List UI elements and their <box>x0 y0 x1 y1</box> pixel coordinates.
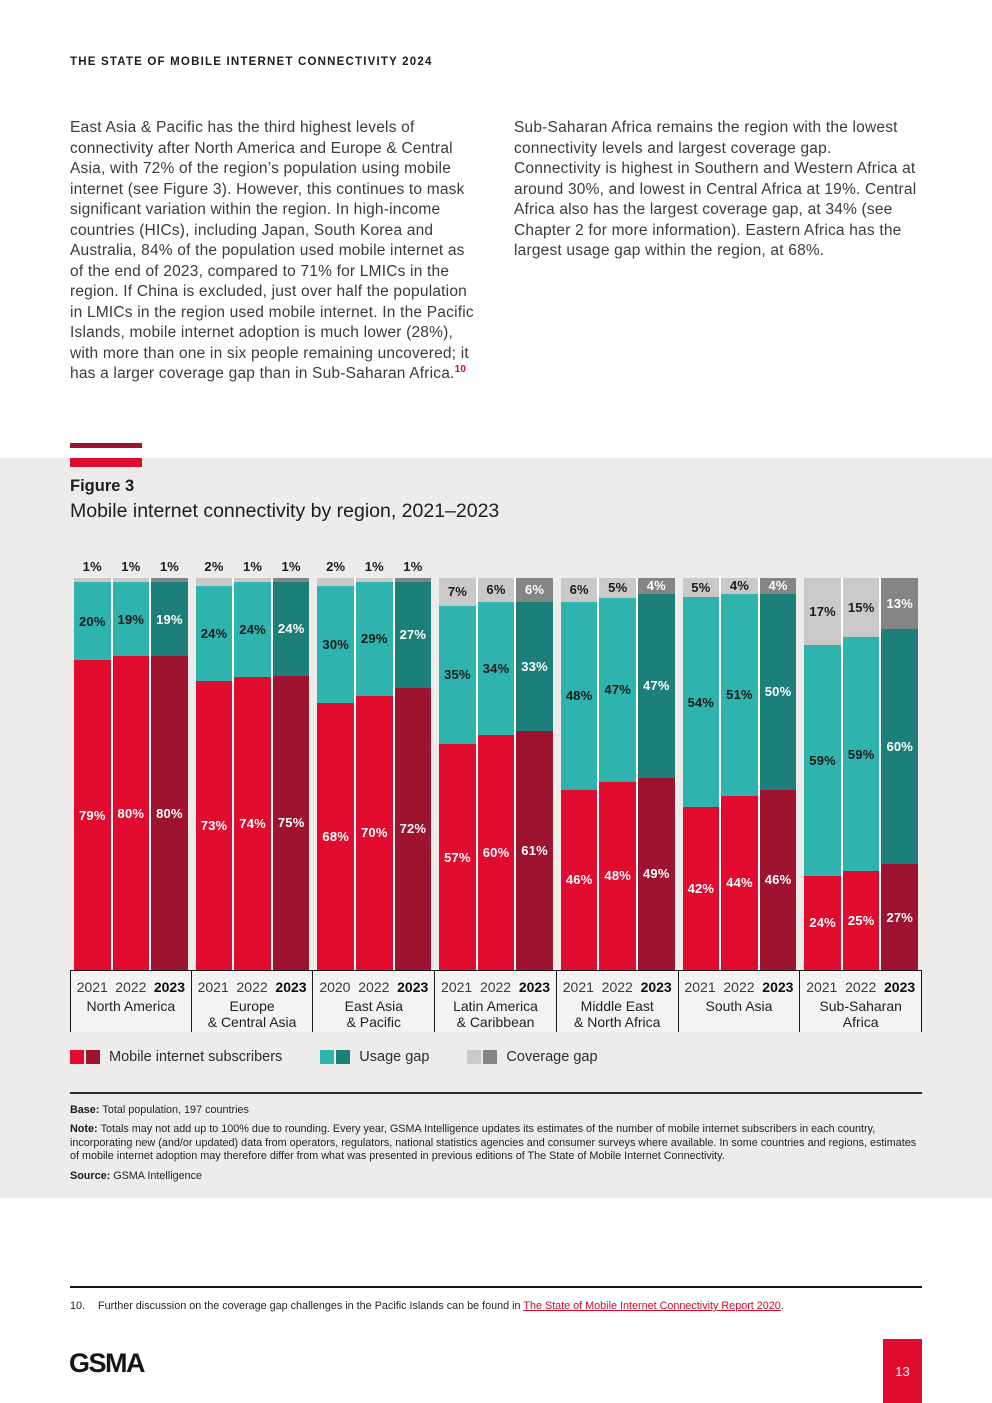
axis-label-box <box>800 970 922 1032</box>
segment-value-label: 4% <box>768 578 788 594</box>
segment-value-label: 1% <box>403 559 423 574</box>
segment-value-label: 19% <box>117 611 145 627</box>
region-group <box>679 578 801 1032</box>
segment-value-label: 35% <box>444 667 471 683</box>
segment-coverage-gap <box>317 559 354 586</box>
segment-value-label: 68% <box>322 829 350 845</box>
year-label: 2022 <box>115 979 147 995</box>
segment-value-label: 1% <box>281 559 301 574</box>
segment-value-label: 73% <box>200 817 228 833</box>
stacked-bar-2023 <box>149 559 188 970</box>
legend-swatch <box>70 1050 84 1064</box>
chart-notes <box>70 1104 922 1189</box>
segment-value-label: 74% <box>239 816 266 831</box>
year-label: 2021 <box>684 979 716 995</box>
gsma-logo: GSMA <box>69 1348 144 1378</box>
segment-subscribers <box>317 703 354 970</box>
segment-value-label: 42% <box>687 880 715 896</box>
segment-value-label: 1% <box>82 559 102 574</box>
segment-usage-gap <box>74 582 111 660</box>
region-label: North America <box>86 998 176 1014</box>
stacked-bar-2022 <box>354 559 393 970</box>
segment-value-label: 47% <box>604 682 632 698</box>
base-text: Total population, 197 countries <box>102 1104 249 1116</box>
page-number-badge <box>883 1339 922 1403</box>
axis-label-box <box>679 970 801 1032</box>
stacked-bar-2023 <box>514 578 553 970</box>
segment-value-label: 27% <box>399 627 427 643</box>
stacked-bar-2022 <box>841 578 880 970</box>
stacked-bar-2023 <box>636 578 675 970</box>
segment-value-label: 1% <box>159 559 180 574</box>
divider-line <box>70 1092 922 1094</box>
segment-value-label: 79% <box>78 807 106 823</box>
segment-usage-gap <box>234 582 271 677</box>
segment-value-label: 6% <box>486 582 506 598</box>
segment-value-label: 60% <box>886 739 914 755</box>
segment-value-label: 24% <box>200 625 228 641</box>
segment-subscribers <box>683 807 720 970</box>
segment-value-label: 17% <box>809 603 836 619</box>
legend-item-subscribers <box>70 1049 282 1065</box>
region-group <box>313 559 435 1032</box>
region-group <box>435 578 557 1032</box>
stacked-bar-2022 <box>719 578 758 970</box>
legend-swatch <box>320 1050 334 1064</box>
segment-usage-gap <box>478 602 515 735</box>
segment-usage-gap <box>683 597 720 807</box>
intro-left-column <box>70 118 478 385</box>
segment-coverage-gap <box>196 559 233 586</box>
chart-legend <box>70 1049 598 1065</box>
region-label: South Asia <box>705 998 773 1014</box>
stacked-bar-2021 <box>74 559 111 970</box>
segment-subscribers <box>113 656 150 970</box>
segment-value-label: 1% <box>242 559 263 574</box>
year-label: 2023 <box>275 979 307 995</box>
segment-coverage-gap <box>561 578 598 602</box>
year-label: 2022 <box>723 979 755 995</box>
note-text: Totals may not add up to 100% due to rounding. Every year, GSMA Intelligence updates its estimates of the number of mobile internet subscribers in each country, incorporating new (and/or updated) data from operators, regulators, national statistics agencies and consumer surveys where available. In some countries and regions, estimates of mobile internet adoption may therefore differ from what was presented in previous editions of The State of Mobile Internet Connectivity. <box>70 1123 917 1163</box>
segment-subscribers <box>151 656 188 970</box>
segment-usage-gap <box>843 637 880 871</box>
report-header: THE STATE OF MOBILE INTERNET CONNECTIVITY 2024 <box>70 56 433 68</box>
segment-usage-gap <box>273 582 310 676</box>
source-label: Source: <box>70 1169 111 1182</box>
segment-coverage-gap <box>843 578 880 637</box>
segment-subscribers <box>638 778 675 970</box>
segment-value-label: 46% <box>764 872 792 888</box>
region-label: Sub-Saharan Africa <box>819 998 902 1030</box>
year-label: 2023 <box>884 979 916 995</box>
stacked-bar-2023 <box>271 559 310 970</box>
segment-subscribers <box>561 790 598 970</box>
footnote-text <box>98 1300 784 1312</box>
segment-value-label: 44% <box>726 875 753 891</box>
year-label: 2023 <box>640 979 672 995</box>
segment-coverage-gap <box>760 578 797 594</box>
segment-usage-gap <box>196 586 233 681</box>
year-label: 2022 <box>601 979 633 995</box>
segment-coverage-gap <box>721 578 758 594</box>
intro-right-column <box>514 118 922 385</box>
region-label: Middle East & North Africa <box>574 998 661 1030</box>
footnote <box>70 1300 922 1312</box>
legend-swatch <box>336 1050 350 1064</box>
base-label: Base: <box>70 1104 100 1116</box>
legend-swatch <box>86 1050 100 1064</box>
region-bars <box>557 578 679 970</box>
axis-label-box <box>70 970 192 1032</box>
stacked-bar-2023 <box>879 578 918 970</box>
segment-value-label: 5% <box>608 580 628 596</box>
segment-usage-gap <box>317 586 354 704</box>
page-number: 13 <box>895 1363 910 1379</box>
segment-usage-gap <box>804 645 841 876</box>
segment-usage-gap <box>113 582 150 657</box>
segment-value-label: 2% <box>326 559 346 574</box>
region-bars <box>435 578 557 970</box>
stacked-bar-2021 <box>804 578 841 970</box>
segment-value-label: 13% <box>886 596 914 611</box>
region-bars <box>313 559 435 970</box>
segment-subscribers <box>516 731 553 970</box>
stacked-bar-2021 <box>196 559 233 970</box>
segment-value-label: 54% <box>687 694 715 710</box>
segment-value-label: 24% <box>277 621 305 637</box>
segment-usage-gap <box>599 598 636 782</box>
stacked-bar-2022 <box>597 578 636 970</box>
legend-swatch <box>467 1050 481 1064</box>
segment-value-label: 48% <box>565 688 593 704</box>
segment-value-label: 51% <box>726 687 753 703</box>
footnote-text-before: Further discussion on the coverage gap challenges in the Pacific Islands can be found in <box>98 1300 524 1312</box>
segment-coverage-gap <box>683 578 720 597</box>
segment-coverage-gap <box>804 578 841 645</box>
segment-value-label: 2% <box>204 559 224 574</box>
segment-usage-gap <box>760 594 797 790</box>
axis-label-box <box>557 970 679 1032</box>
figure-accent-bar-dark <box>70 443 142 448</box>
year-label: 2021 <box>806 979 838 995</box>
region-bars <box>70 559 192 970</box>
base-note <box>70 1104 922 1117</box>
year-label: 2021 <box>76 979 108 995</box>
note-label: Note: <box>70 1123 98 1136</box>
year-label: 2022 <box>479 979 512 995</box>
segment-subscribers <box>599 782 636 970</box>
axis-label-box <box>435 970 557 1032</box>
segment-value-label: 24% <box>809 915 836 931</box>
segment-value-label: 6% <box>525 582 545 598</box>
segment-value-label: 59% <box>809 752 836 768</box>
segment-value-label: 48% <box>604 868 632 884</box>
segment-coverage-gap <box>638 578 675 594</box>
footnote-divider-line <box>70 1286 922 1288</box>
segment-value-label: 5% <box>691 580 711 596</box>
segment-usage-gap <box>516 602 553 731</box>
figure-accent-bar-red <box>70 458 142 467</box>
segment-subscribers <box>273 676 310 970</box>
legend-label: Mobile internet subscribers <box>109 1049 283 1065</box>
segment-value-label: 49% <box>643 866 670 882</box>
region-bars <box>192 559 314 970</box>
stacked-bar-2021 <box>683 578 720 970</box>
legend-item-coverage-gap <box>467 1049 597 1065</box>
year-label: 2022 <box>236 979 268 995</box>
footnote-number: 10. <box>70 1300 86 1312</box>
segment-usage-gap <box>881 629 918 864</box>
segment-value-label: 34% <box>482 660 510 676</box>
segment-value-label: 46% <box>565 872 593 888</box>
legend-swatches <box>70 1050 100 1064</box>
segment-value-label: 80% <box>156 805 183 821</box>
segment-value-label: 59% <box>847 746 875 762</box>
region-label: East Asia & Pacific <box>344 998 403 1030</box>
region-group <box>192 559 314 1032</box>
segment-value-label: 75% <box>277 815 305 831</box>
segment-coverage-gap <box>881 578 918 629</box>
axis-label-box <box>313 970 435 1032</box>
year-label: 2022 <box>845 979 877 995</box>
segment-subscribers <box>234 677 271 970</box>
segment-value-label: 70% <box>360 825 388 841</box>
segment-value-label: 60% <box>482 844 510 860</box>
segment-usage-gap <box>356 582 393 696</box>
legend-label: Coverage gap <box>506 1049 598 1065</box>
region-group <box>70 559 192 1032</box>
stacked-bar-2021 <box>561 578 598 970</box>
segment-value-label: 20% <box>78 613 106 629</box>
legend-swatches <box>320 1050 350 1064</box>
legend-label: Usage gap <box>359 1049 430 1065</box>
region-bars <box>679 578 801 970</box>
segment-value-label: 27% <box>886 909 914 925</box>
segment-subscribers <box>881 864 918 970</box>
intro-left-text: East Asia & Pacific has the third highest levels of connectivity after North America and Europe & Central Asia, with 72% of the region’s population using mobile internet (see Figure 3). However, this continues to mask significant variation within the region. In high-income countries (HICs), including Japan, South Korea and Australia, 84% of the population used mobile internet as of the end of 2023, compared to 71% for LMICs in the region. If China is excluded, just over half the population in LMICs in the region used mobile internet. In the Pacific Islands, mobile internet adoption is much lower (28%), with more than one in six people remaining uncovered; it has a larger coverage gap than in Sub-Saharan Africa. <box>70 119 474 382</box>
legend-item-usage-gap <box>320 1049 429 1065</box>
region-label: Latin America & Caribbean <box>453 998 538 1030</box>
segment-coverage-gap <box>516 578 553 602</box>
segment-subscribers <box>74 660 111 970</box>
segment-coverage-gap <box>439 578 476 606</box>
stacked-bar-2022 <box>232 559 271 970</box>
segment-value-label: 33% <box>521 658 548 674</box>
segment-usage-gap <box>721 594 758 796</box>
segment-subscribers <box>395 688 432 970</box>
segment-subscribers <box>196 681 233 970</box>
source-text: GSMA Intelligence <box>113 1169 203 1182</box>
segment-subscribers <box>804 876 841 970</box>
year-label: 2022 <box>358 979 390 995</box>
stacked-bar-2022 <box>111 559 150 970</box>
segment-value-label: 4% <box>646 578 666 594</box>
region-bars <box>800 578 922 970</box>
stacked-bar-2023 <box>393 559 432 970</box>
stacked-bar-2023 <box>758 578 797 970</box>
segment-value-label: 57% <box>444 849 471 865</box>
year-label: 2023 <box>153 979 186 995</box>
year-label: 2021 <box>562 979 594 995</box>
segment-usage-gap <box>395 582 432 688</box>
figure-title: Mobile internet connectivity by region, 2021–2023 <box>70 500 500 522</box>
stacked-bar-2022 <box>476 578 515 970</box>
segment-subscribers <box>478 735 515 970</box>
segment-value-label: 72% <box>399 821 427 837</box>
segment-usage-gap <box>561 602 598 790</box>
segment-subscribers <box>356 696 393 970</box>
region-group <box>557 578 679 1032</box>
region-group <box>800 578 922 1032</box>
segment-value-label: 50% <box>764 684 792 700</box>
segment-coverage-gap <box>478 578 515 602</box>
segment-usage-gap <box>638 594 675 778</box>
note-note <box>70 1123 922 1163</box>
segment-value-label: 24% <box>239 622 266 637</box>
segment-value-label: 7% <box>447 584 468 600</box>
segment-subscribers <box>843 871 880 970</box>
legend-swatches <box>467 1050 497 1064</box>
segment-value-label: 15% <box>847 600 875 616</box>
footnote-text-after: . <box>780 1300 784 1312</box>
segment-value-label: 1% <box>364 559 384 574</box>
segment-subscribers <box>439 744 476 970</box>
segment-value-label: 1% <box>121 559 141 574</box>
year-label: 2020 <box>319 979 351 995</box>
intro-columns <box>70 118 922 385</box>
segment-subscribers <box>760 790 797 970</box>
segment-usage-gap <box>439 606 476 745</box>
segment-value-label: 25% <box>847 912 875 928</box>
segment-value-label: 19% <box>156 611 183 627</box>
stacked-bar-2021 <box>439 578 476 970</box>
stacked-bar-2020 <box>317 559 354 970</box>
year-label: 2023 <box>518 979 550 995</box>
footnote-reference: 10 <box>454 363 467 375</box>
segment-value-label: 61% <box>521 842 548 858</box>
segment-value-label: 4% <box>729 578 750 594</box>
year-label: 2023 <box>397 979 429 995</box>
segment-value-label: 29% <box>360 631 388 647</box>
segment-usage-gap <box>151 582 188 657</box>
footnote-report-link[interactable]: The State of Mobile Internet Connectivity Report 2020 <box>523 1300 781 1312</box>
segment-value-label: 80% <box>117 805 145 821</box>
axis-label-box <box>192 970 314 1032</box>
segment-subscribers <box>721 796 758 970</box>
segment-coverage-gap <box>599 578 636 598</box>
intro-right-text: Sub-Saharan Africa remains the region with the lowest connectivity levels and largest coverage gap. Connectivity is highest in Southern and Western Africa at around 30%, and lowest in Central Africa at 19%. Central Africa also has the largest coverage gap, at 34% (see Chapter 2 for more information). Eastern Africa has the largest usage gap within the region, at 68%. <box>514 119 917 259</box>
segment-value-label: 47% <box>643 678 670 694</box>
segment-value-label: 6% <box>569 582 589 598</box>
year-label: 2021 <box>197 979 229 995</box>
source-note <box>70 1170 922 1183</box>
year-label: 2023 <box>762 979 794 995</box>
segment-value-label: 30% <box>322 637 350 653</box>
chart <box>70 559 922 1032</box>
year-label: 2021 <box>441 979 473 995</box>
region-label: Europe & Central Asia <box>207 998 297 1030</box>
legend-swatch <box>483 1050 497 1064</box>
figure-label: Figure 3 <box>70 477 135 495</box>
